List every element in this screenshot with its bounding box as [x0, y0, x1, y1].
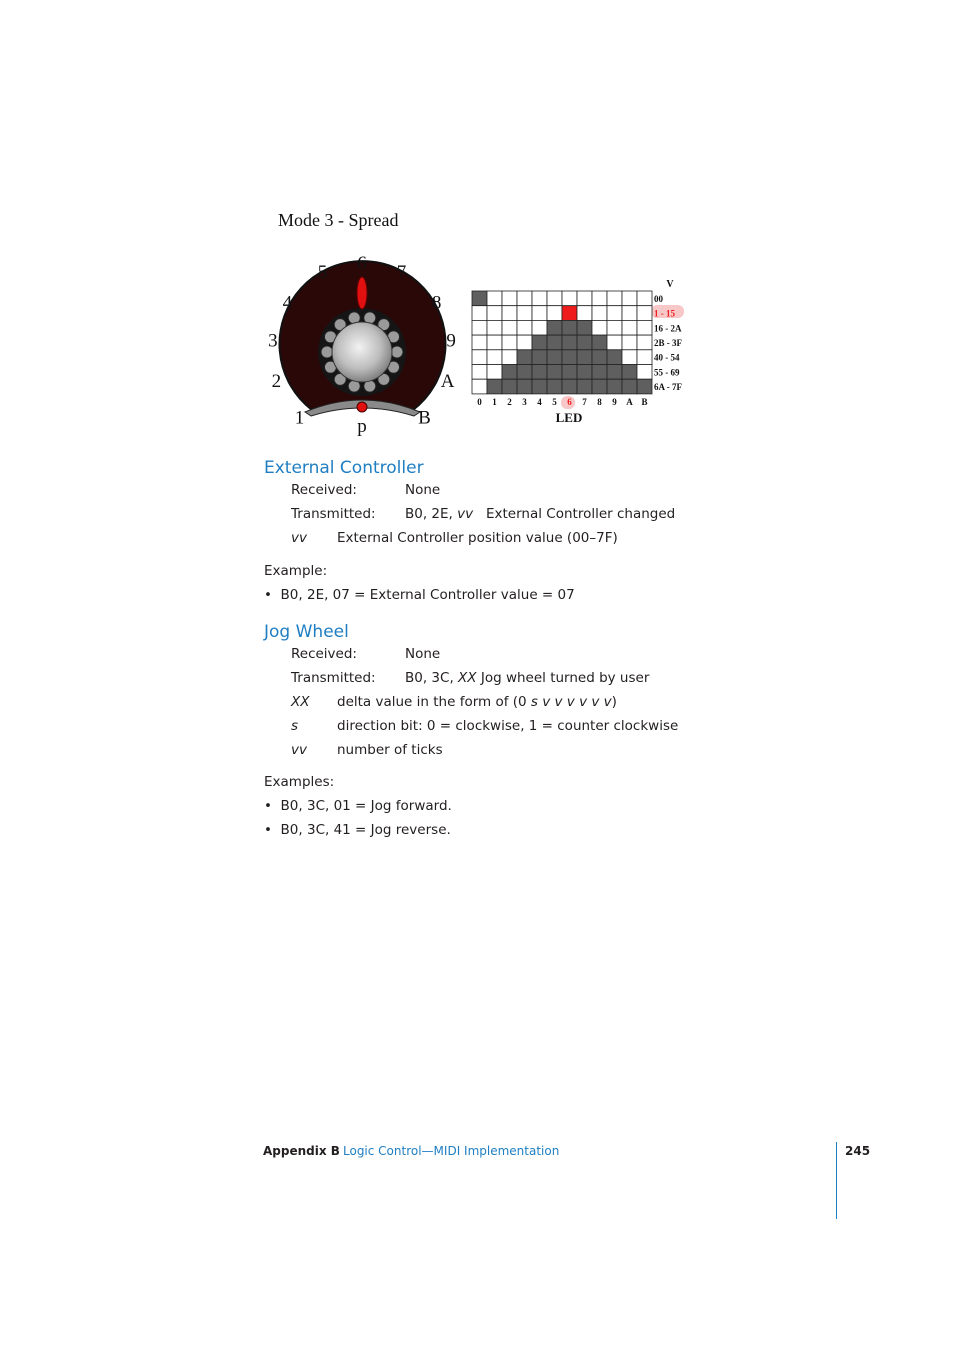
led-cell	[487, 306, 502, 321]
def-text: direction bit: 0 = clockwise, 1 = counter clockwise	[337, 718, 679, 734]
column-label: 8	[597, 397, 602, 407]
led-cell	[577, 379, 592, 394]
led-cell	[592, 365, 607, 380]
led-cell	[577, 320, 592, 335]
led-cell	[622, 306, 637, 321]
led-cell	[502, 365, 517, 380]
led-cell	[637, 379, 652, 394]
led-cell	[472, 335, 487, 350]
led-cell	[622, 320, 637, 335]
led-cell	[547, 379, 562, 394]
led-cell	[607, 335, 622, 350]
row-label: 2B - 3F	[654, 337, 682, 348]
knob	[268, 253, 456, 437]
led-cell	[532, 365, 547, 380]
knob-cap	[332, 322, 392, 382]
transmitted-var: vv	[457, 506, 474, 522]
led-cell	[562, 350, 577, 365]
led-cell	[517, 350, 532, 365]
transmitted-value	[405, 670, 649, 686]
knob-label: 6	[357, 253, 367, 274]
knob-tooth	[321, 346, 333, 358]
led-cell	[562, 291, 577, 306]
received-label: Received:	[291, 646, 357, 662]
led-cell	[607, 306, 622, 321]
transmitted-code: B0, 2E,	[405, 506, 453, 522]
led-cell	[502, 306, 517, 321]
knob-label: B	[418, 407, 431, 429]
led-cell	[517, 335, 532, 350]
led-cell	[472, 379, 487, 394]
column-label: 2	[507, 397, 512, 407]
transmitted-label: Transmitted:	[291, 670, 376, 686]
row-label: 00	[654, 293, 663, 304]
def-key: s	[291, 718, 299, 734]
led-cell	[547, 365, 562, 380]
led-cell	[607, 365, 622, 380]
knob-indicator	[357, 277, 367, 309]
list-item: • B0, 3C, 41 = Jog reverse.	[264, 822, 451, 838]
led-cell	[562, 379, 577, 394]
led-cell	[637, 350, 652, 365]
def-text: number of ticks	[337, 742, 443, 758]
led-cell	[622, 350, 637, 365]
knob-label: 5	[317, 262, 328, 284]
column-label: A	[626, 397, 633, 407]
led-cell	[547, 291, 562, 306]
led-cell	[517, 365, 532, 380]
led-cell	[472, 350, 487, 365]
led-cell	[577, 306, 592, 321]
led-cell	[592, 306, 607, 321]
knob-label: A	[440, 370, 455, 392]
column-label: 0	[477, 397, 482, 407]
row-label: 55 - 69	[654, 367, 680, 378]
led-cell	[472, 320, 487, 335]
def-key: vv	[291, 742, 307, 758]
row-label: 16 - 2A	[654, 323, 682, 334]
led-cell	[517, 306, 532, 321]
led-cell	[637, 291, 652, 306]
knob-pointer-label: p	[357, 416, 367, 437]
led-cell	[637, 365, 652, 380]
def-key: XX	[291, 694, 310, 710]
led-cell	[532, 335, 547, 350]
led-cell	[592, 335, 607, 350]
led-cell	[487, 365, 502, 380]
transmitted-label: Transmitted:	[291, 506, 376, 522]
led-cell	[577, 350, 592, 365]
led-cell	[637, 335, 652, 350]
mode-figure	[0, 0, 954, 460]
led-cell	[622, 291, 637, 306]
led-grid	[472, 279, 684, 425]
def-text: External Controller position value (00–7F)	[337, 530, 618, 546]
knob-pointer-dot	[357, 402, 367, 412]
list-item: • B0, 2E, 07 = External Controller value = 07	[264, 587, 575, 603]
heading-external-controller: External Controller	[264, 458, 424, 478]
led-cell	[547, 335, 562, 350]
led-cell	[472, 306, 487, 321]
led-cell	[502, 379, 517, 394]
figure-title: Mode 3 - Spread	[278, 210, 399, 230]
led-cell	[532, 379, 547, 394]
led-cell	[502, 291, 517, 306]
grid-cells	[472, 291, 652, 394]
led-cell	[592, 350, 607, 365]
led-cell	[622, 379, 637, 394]
knob-label: 8	[431, 292, 442, 314]
footer-chapter-link[interactable]: Logic Control—MIDI Implementation	[343, 1144, 560, 1158]
example-label: Examples:	[264, 774, 335, 790]
led-cell	[487, 335, 502, 350]
led-cell	[562, 306, 577, 321]
value-header: V	[666, 279, 674, 290]
led-cell	[607, 379, 622, 394]
row-label: 40 - 54	[654, 352, 680, 363]
column-label: 3	[522, 397, 527, 407]
led-cell	[532, 291, 547, 306]
page-number: 245	[845, 1144, 871, 1158]
footer-appendix: Appendix B	[263, 1144, 340, 1158]
transmitted-var: XX	[458, 670, 477, 686]
row-label: 1 - 15	[654, 308, 675, 319]
led-cell	[607, 350, 622, 365]
led-cell	[607, 291, 622, 306]
led-cell	[487, 350, 502, 365]
def-text: delta value in the form of (0 s v v v v v v)	[337, 694, 617, 710]
led-cell	[502, 350, 517, 365]
led-cell	[577, 291, 592, 306]
column-label: 6	[567, 397, 572, 407]
example-label: Example:	[264, 563, 328, 579]
row-label: 6A - 7F	[654, 382, 682, 393]
led-cell	[502, 335, 517, 350]
heading-jog-wheel: Jog Wheel	[264, 622, 349, 642]
knob-label: 1	[294, 407, 305, 429]
column-label: 4	[537, 397, 542, 407]
received-value: None	[405, 482, 441, 498]
led-cell	[487, 320, 502, 335]
column-label: 1	[492, 397, 497, 407]
footer-rule	[836, 1142, 837, 1219]
column-label: 9	[612, 397, 617, 407]
led-cell	[532, 320, 547, 335]
received-label: Received:	[291, 482, 357, 498]
led-cell	[637, 320, 652, 335]
knob-label: 3	[268, 330, 278, 352]
led-cell	[637, 306, 652, 321]
led-axis-label: LED	[555, 410, 583, 425]
led-cell	[547, 350, 562, 365]
transmitted-desc: Jog wheel turned by user	[480, 670, 650, 686]
led-cell	[562, 365, 577, 380]
led-cell	[562, 320, 577, 335]
transmitted-code: B0, 3C,	[405, 670, 454, 686]
led-cell	[532, 306, 547, 321]
led-cell	[532, 350, 547, 365]
received-value: None	[405, 646, 441, 662]
column-label: B	[641, 397, 648, 407]
led-cell	[517, 291, 532, 306]
led-cell	[517, 379, 532, 394]
led-cell	[562, 335, 577, 350]
transmitted-desc: External Controller changed	[486, 506, 676, 522]
led-cell	[622, 335, 637, 350]
led-cell	[622, 365, 637, 380]
transmitted-value	[405, 506, 675, 522]
knob-tooth	[391, 346, 403, 358]
knob-label: 2	[271, 370, 282, 392]
led-cell	[547, 306, 562, 321]
led-cell	[592, 379, 607, 394]
knob-label: 4	[282, 292, 293, 314]
led-cell	[502, 320, 517, 335]
led-cell	[517, 320, 532, 335]
led-cell	[487, 291, 502, 306]
led-cell	[487, 379, 502, 394]
led-cell	[547, 320, 562, 335]
led-cell	[607, 320, 622, 335]
led-cell	[577, 365, 592, 380]
def-key: vv	[291, 530, 307, 546]
knob-label: 9	[446, 330, 456, 352]
list-item: • B0, 3C, 01 = Jog forward.	[264, 798, 452, 814]
led-cell	[472, 365, 487, 380]
column-label: 7	[582, 397, 587, 407]
column-label: 5	[552, 397, 557, 407]
led-cell	[592, 320, 607, 335]
led-cell	[592, 291, 607, 306]
led-cell	[577, 335, 592, 350]
led-cell	[472, 291, 487, 306]
knob-label: 7	[396, 262, 407, 284]
